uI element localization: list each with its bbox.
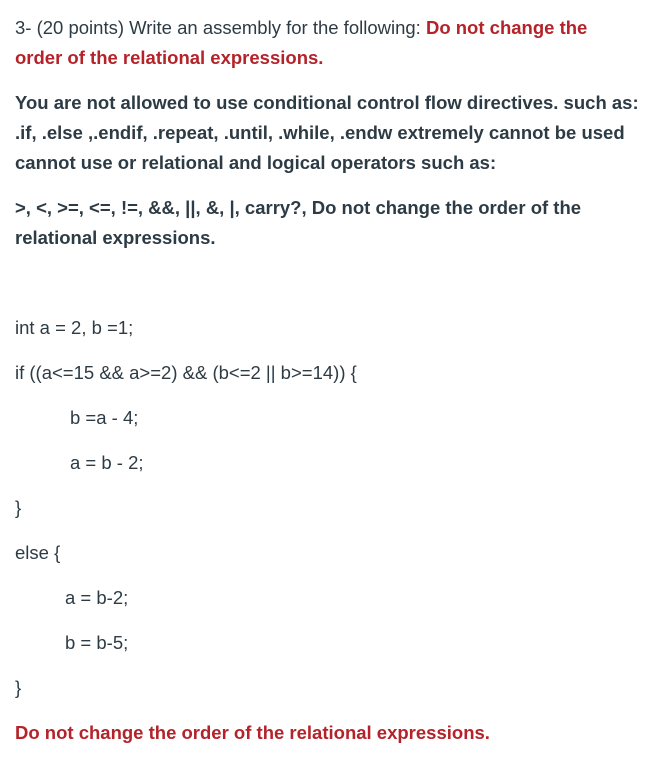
code-if-line: if ((a<=15 && a>=2) && (b<=2 || b>=14)) { (15, 362, 357, 383)
operators-line-2: relational expressions. (15, 227, 216, 248)
code-close-brace-1: } (15, 497, 22, 518)
code-else-body-2: b = b-5; (65, 632, 129, 653)
footer-note: Do not change the order of the relational expressions. (15, 722, 490, 743)
code-else-body-1: a = b-2; (65, 587, 129, 608)
question-line-1 (15, 16, 587, 40)
restriction-line-2: .if, .else ,.endif, .repeat, .until, .while, .endw extremely cannot be used (15, 122, 625, 143)
question-prefix: 3- (20 points) Write an assembly for the following: (15, 17, 426, 38)
restriction-line-3: cannot use or relational and logical operators such as: (15, 152, 497, 173)
code-if-body-2: a = b - 2; (70, 452, 144, 473)
operators-line-1: >, <, >=, <=, !=, &&, ||, &, |, carry?, Do not change the order of the (15, 197, 582, 218)
code-close-brace-2: } (15, 677, 22, 698)
restriction-line-1: You are not allowed to use conditional control flow directives. such as: (15, 92, 639, 113)
code-else-line: else { (15, 542, 61, 563)
question-highlight-1: Do not change the (425, 17, 588, 38)
code-if-body-1: b =a - 4; (70, 407, 139, 428)
code-declaration: int a = 2, b =1; (15, 317, 134, 338)
question-highlight-2: order of the relational expressions. (15, 47, 324, 68)
